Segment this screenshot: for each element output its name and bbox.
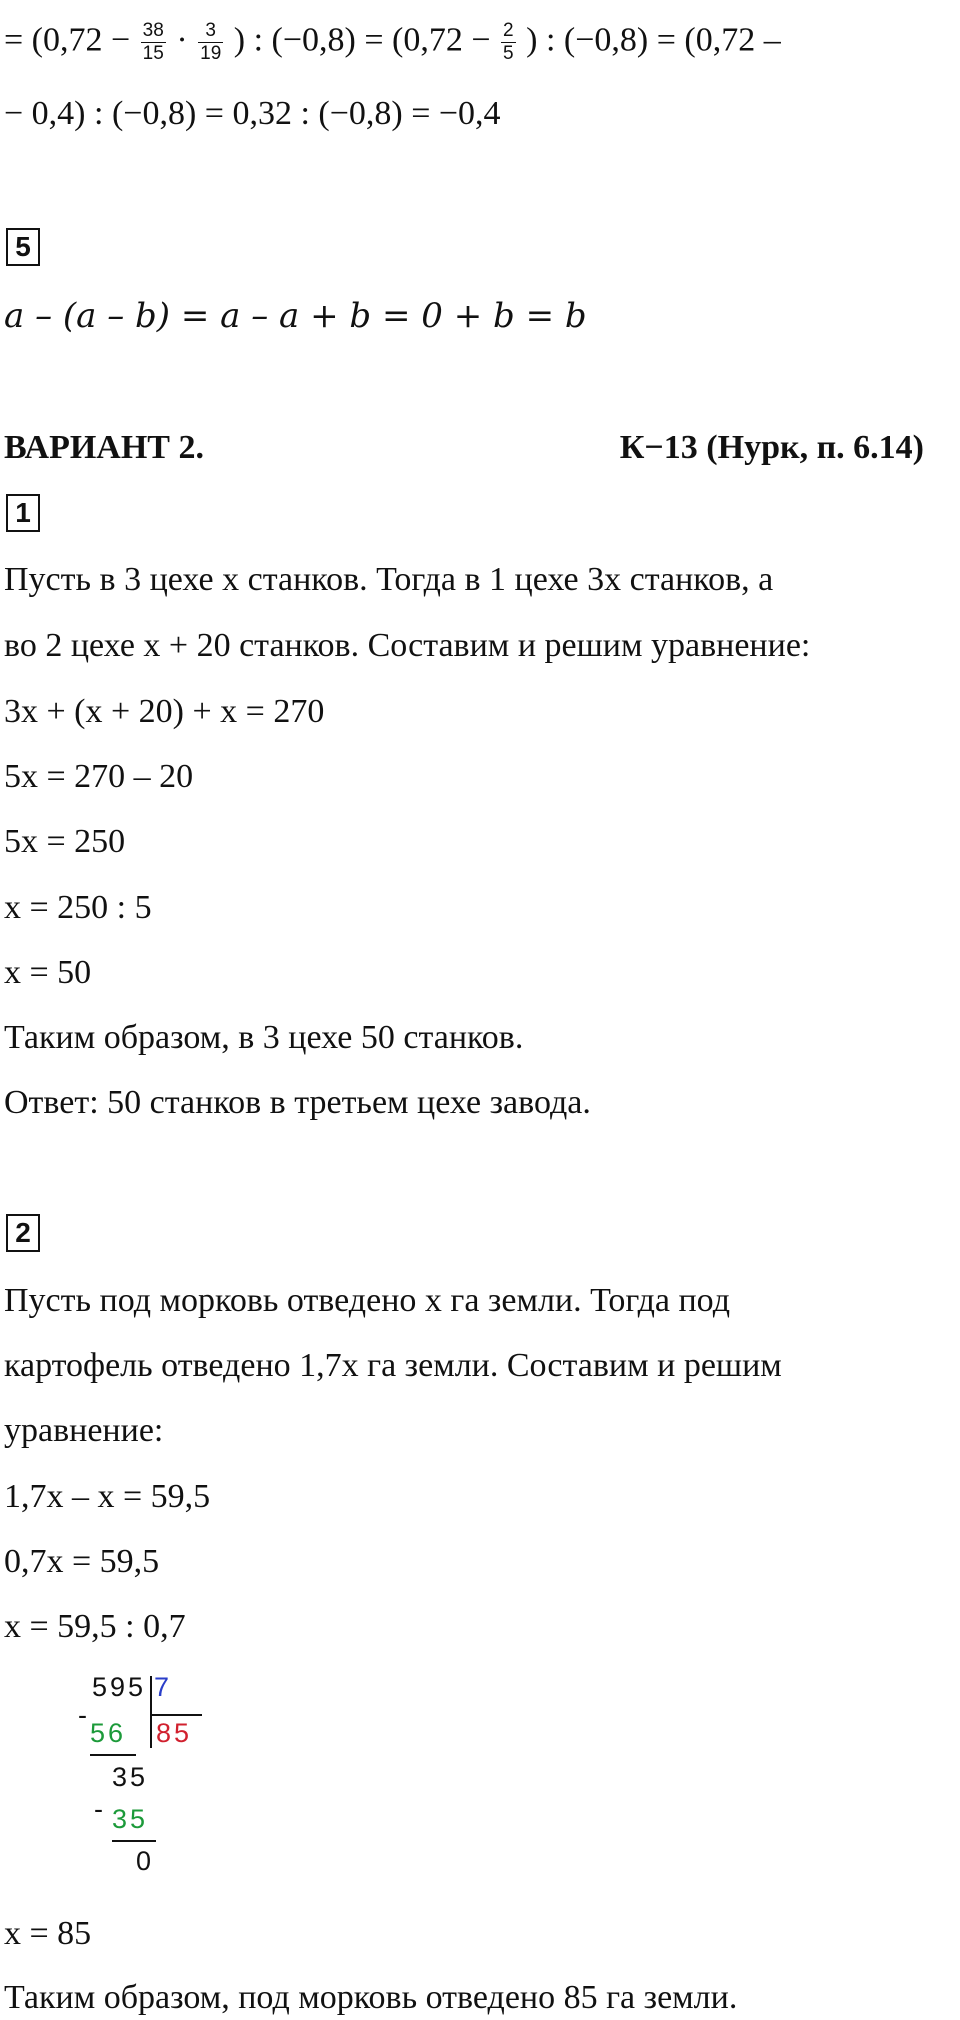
task2-equation: 1,7x – x = 59,5 [4,1478,211,1515]
task1-equation: x = 250 : 5 [4,889,152,926]
fraction-denominator: 5 [503,43,514,64]
task2-line: Пусть под морковь отведено x га земли. Тогда под [4,1282,730,1319]
division-quotient-rule [150,1714,202,1716]
task1-conclusion: Таким образом, в 3 цехе 50 станков. [4,1019,524,1056]
task-number-1: 1 [6,494,40,532]
task1-equation: 5x = 270 – 20 [4,758,194,795]
fraction-numerator: 2 [503,20,514,41]
prev-line-2: − 0,4) : (−0,8) = 0,32 : (−0,8) = −0,4 [4,95,501,132]
division-dividend: 595 [92,1672,147,1702]
division-rule [90,1754,136,1756]
fraction-denominator: 19 [200,43,222,64]
division-rule [112,1840,156,1842]
prev-text-a: = (0,72 − [4,21,139,59]
division-vertical-bar [150,1676,152,1748]
task1-answer: Ответ: 50 станков в третьем цехе завода. [4,1084,591,1121]
prev-text-b: ) : (−0,8) = (0,72 − [225,21,500,59]
task2-line: уравнение: [4,1412,164,1449]
task2-result: x = 85 [4,1915,92,1952]
task2-line: картофель отведено 1,7x га земли. Составим и решим [4,1347,782,1384]
task1-line: Пусть в 3 цехе x станков. Тогда в 1 цехе 3x станков, а [4,561,774,598]
division-minus-sign: - [78,1700,90,1730]
task2-equation: x = 59,5 : 0,7 [4,1608,186,1645]
multiply-dot: · [167,21,197,59]
task2-conclusion: Таким образом, под морковь отведено 85 га земли. [4,1979,738,2016]
fraction-38-15 [141,20,166,65]
division-subtrahend: 56 [90,1718,127,1748]
task1-equation: x = 50 [4,954,92,991]
prev-text-c: ) : (−0,8) = (0,72 – [517,21,781,59]
task5-equation: a – (a – b) = a – a + b = 0 + b = b [4,296,587,336]
task2-equation: 0,7x = 59,5 [4,1543,160,1580]
fraction-numerator: 3 [198,20,223,43]
fraction-numerator: 38 [142,20,164,41]
long-division [70,1672,230,1892]
task1-line: во 2 цехе x + 20 станков. Составим и решим уравнение: [4,627,811,664]
division-final-remainder: 0 [136,1846,155,1876]
division-remainder: 35 [112,1762,149,1792]
division-subtrahend: 35 [112,1804,149,1834]
variant-reference: К−13 (Нурк, п. 6.14) [619,429,924,466]
fraction-denominator: 15 [142,43,164,64]
division-minus-sign: - [94,1794,106,1824]
fraction-2-5 [501,20,516,65]
task-number-2: 2 [6,1214,40,1252]
division-quotient: 85 [156,1718,193,1748]
prev-line-1 [4,20,781,65]
task-number-5: 5 [6,228,40,266]
variant-title: ВАРИАНТ 2. [4,429,204,466]
task1-equation: 5x = 250 [4,823,126,860]
division-divisor: 7 [154,1672,173,1702]
task1-equation: 3x + (x + 20) + x = 270 [4,693,325,730]
fraction-3-19 [198,20,223,65]
